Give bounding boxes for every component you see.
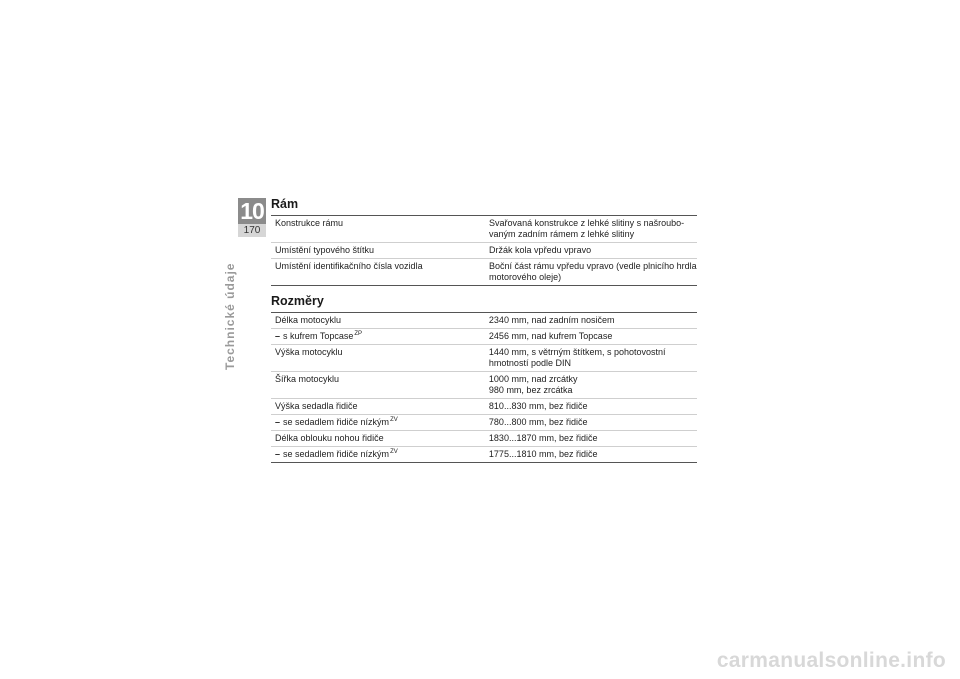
spec-label: Délka motocyklu [271,313,485,329]
frame-spec-table [271,215,697,286]
table-row [271,313,697,329]
spec-value: 1830...1870 mm, bez řidiče [485,431,697,447]
page-number: 170 [238,224,266,237]
spec-label-sub [271,415,485,431]
chapter-number: 10 [238,198,266,224]
table-row [271,372,697,399]
spec-label: Umístění identifikačního čísla vozidla [275,261,423,271]
spec-value: 1440 mm, s větrným štítkem, s pohotovostní hmotností podle DIN [485,345,697,372]
spec-label: Výška sedadla řidiče [271,399,485,415]
spec-value-multi [485,372,697,399]
spec-value: 1775...1810 mm, bez řidiče [488,449,598,459]
spec-label-sub [271,447,485,463]
spec-value: 810...830 mm, bez řidiče [485,399,697,415]
spec-sub-label: s kufrem Topcase [283,331,354,341]
table-row [271,415,697,431]
dimensions-spec-table [271,312,697,463]
spec-value: Držák kola vpředu vpravo [485,243,697,259]
section-title-frame: Rám [271,197,299,211]
spec-value: 1000 mm, nad zrcátky [488,374,578,384]
dash-marker: – [275,417,281,427]
watermark: carmanualsonline.info [716,649,946,672]
spec-label: Délka oblouku nohou řidiče [271,431,485,447]
chapter-side-title: Technické údaje [223,262,237,370]
spec-value: Svařovaná konstrukce z lehké slitiny s našroubo-vaným zadním rámem z lehké slitiny [485,216,697,243]
spec-content [271,197,697,463]
dash-marker: – [275,331,281,341]
table-row [271,243,697,259]
option-code: ZV [390,417,398,423]
spec-value: 2340 mm, nad zadním nosičem [485,313,697,329]
table-row [271,329,697,345]
table-row [271,431,697,447]
table-row [271,259,697,286]
table-row [271,447,697,463]
spec-value: 780...800 mm, bez řidiče [485,415,697,431]
dash-marker: – [275,449,281,459]
spec-sub-label: se sedadlem řidiče nízkým [283,417,390,427]
spec-label-sub [271,329,485,345]
chapter-tab [238,198,266,237]
spec-sub-label: se sedadlem řidiče nízkým [283,449,390,459]
spec-label: Šířka motocyklu [271,372,485,399]
spec-value: 980 mm, bez zrcátka [488,385,573,395]
spec-value: Boční část rámu vpředu vpravo (vedle plnicího hrdla motorového oleje) [489,261,697,282]
spec-label: Výška motocyklu [271,345,485,372]
spec-value: 2456 mm, nad kufrem Topcase [485,329,697,345]
section-title-dimensions: Rozměry [271,294,324,308]
spec-label: Umístění typového štítku [271,243,485,259]
table-row [271,399,697,415]
option-code: ZV [390,449,398,455]
spec-label: Konstrukce rámu [271,216,485,243]
table-row [271,216,697,243]
table-row [271,345,697,372]
option-code: ZP [354,331,363,337]
